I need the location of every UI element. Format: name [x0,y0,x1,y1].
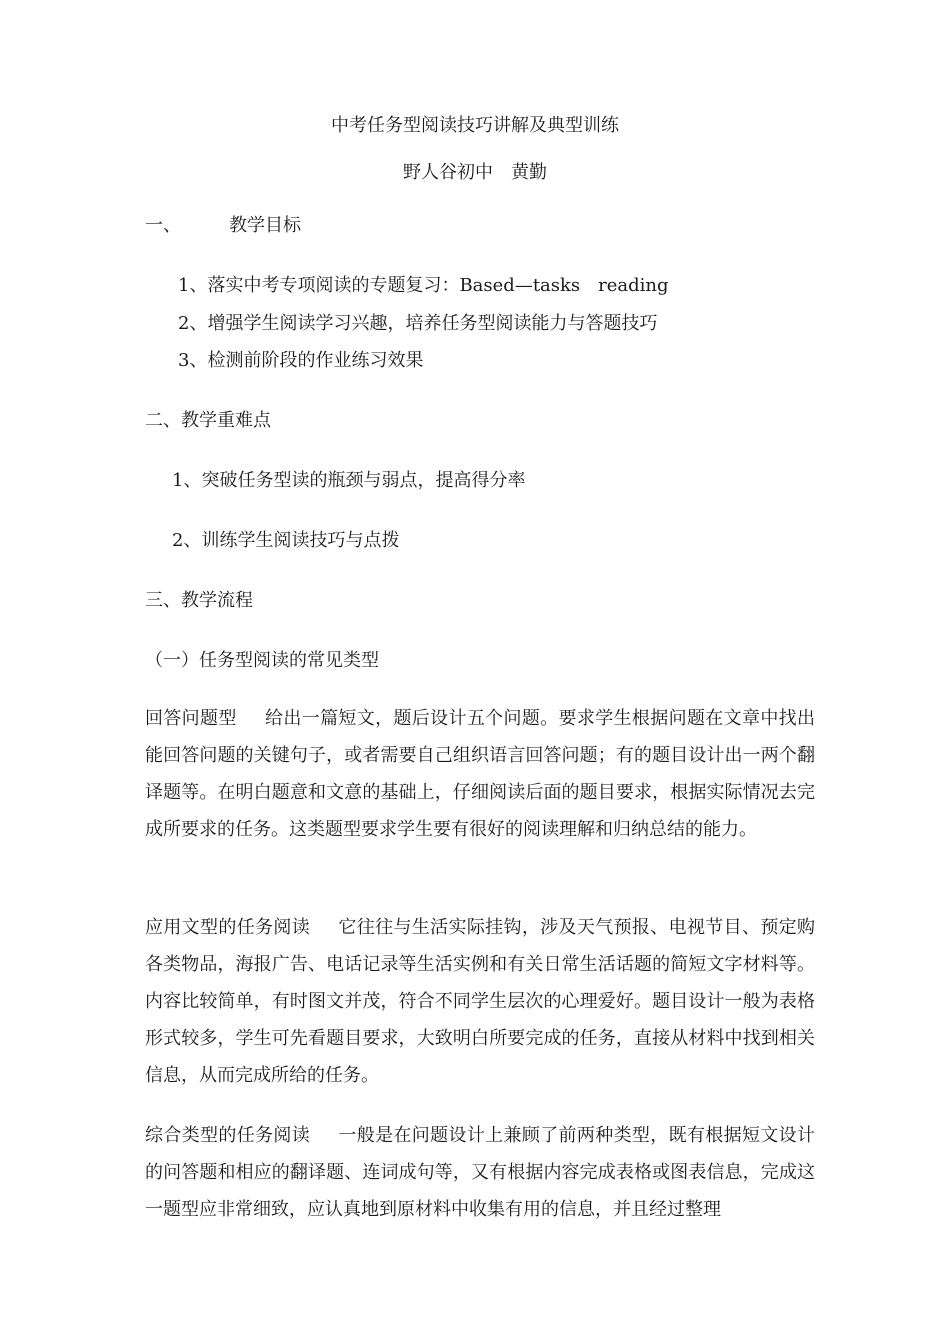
paragraph-text: 给出一篇短文，题后设计五个问题。要求学生根据问题在文章中找出能回答问题的关键句子，或者需要自己组织语言回答问题；有的题目设计出一两个翻译题等。在明白题意和文意的基础上，仔细阅读后面的题目要求，根据实际情况去完成所要求的任务。这类题型要求学生要有很好的阅读理解和归纳总结的能力。 [145,708,816,840]
objective-item-1: 1、落实中考专项阅读的专题复习：Based—tasks reading [178,275,669,296]
section-2-heading: 二、教学重难点 [145,410,271,431]
key-point-item-2: 2、训练学生阅读技巧与点拨 [172,530,400,551]
paragraph-text: 它往往与生活实际挂钩，涉及天气预报、电视节目、预定购各类物品，海报广告、电话记录等生活实例和有关日常生活话题的简短文字材料等。内容比较简单，有时图文并茂，符合不同学生层次的心理爱好。题目设计一般为表格形式较多，学生可先看题目要求，大致明白所要完成的任务，直接从材料中找到相关信息，从而完成所给的任务。 [145,917,816,1086]
section-3-subheading: （一）任务型阅读的常见类型 [145,650,379,671]
section-3-heading: 三、教学流程 [145,590,253,611]
paragraph-text: 一般是在问题设计上兼顾了前两种类型，既有根据短文设计的问答题和相应的翻译题、连词成句等，又有根据内容完成表格或图表信息，完成这一题型应非常细致，应认真地到原材料中收集有用的信息，并且经过整理 [145,1125,816,1220]
paragraph-label: 回答问题型 [145,708,237,729]
paragraph-comprehensive [145,1117,815,1228]
key-point-item-1: 1、突破任务型读的瓶颈与弱点，提高得分率 [172,470,526,491]
objective-item-2: 2、增强学生阅读学习兴趣，培养任务型阅读能力与答题技巧 [178,313,658,334]
document-title: 中考任务型阅读技巧讲解及典型训练 [331,115,619,136]
paragraph-practical-writing [145,909,815,1094]
objective-item-3: 3、检测前阶段的作业练习效果 [178,350,424,371]
section-1-title: 教学目标 [229,215,301,236]
section-1-number: 一、 [145,215,181,236]
paragraph-question-answer [145,700,815,848]
section-1-heading [145,214,301,238]
document-author: 野人谷初中 黄勤 [403,162,547,183]
paragraph-label: 应用文型的任务阅读 [145,917,311,938]
paragraph-label: 综合类型的任务阅读 [145,1125,311,1146]
